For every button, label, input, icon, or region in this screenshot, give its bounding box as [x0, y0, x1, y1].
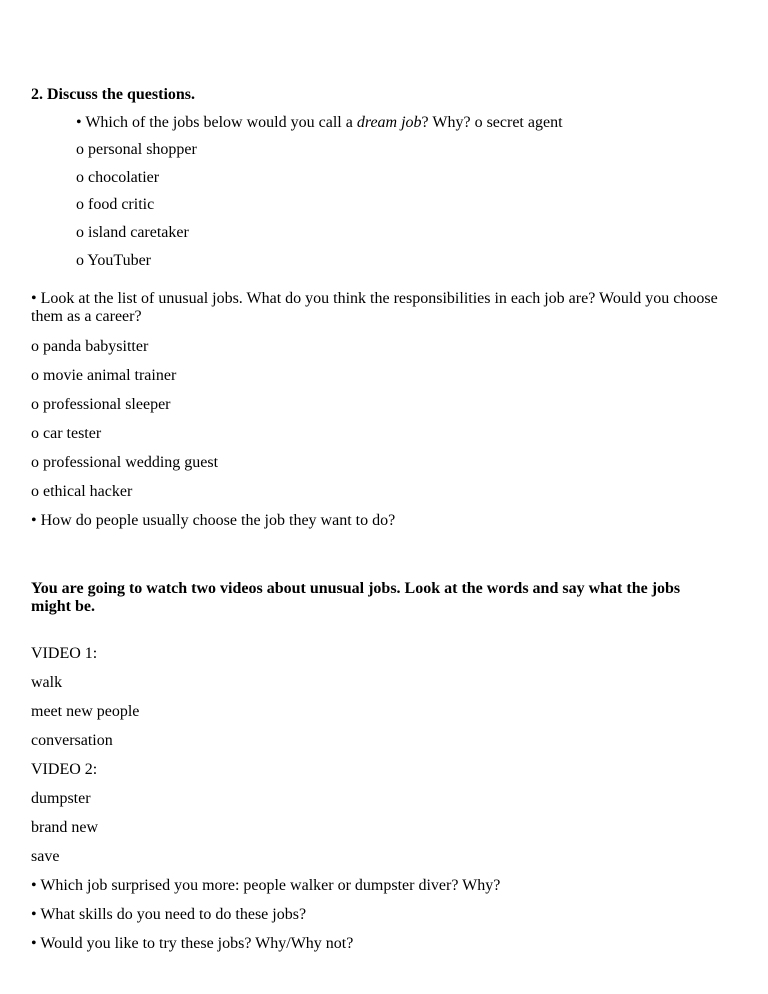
list-item: o personal shopper: [76, 141, 197, 158]
question-dream-job: [76, 114, 563, 132]
followup-question: • What skills do you need to do these jobs?: [31, 906, 307, 923]
video-instructions: You are going to watch two videos about unusual jobs. Look at the words and say what the jobs might be.: [31, 580, 681, 615]
word-item: walk: [31, 674, 63, 691]
question-choose-job: • How do people usually choose the job they want to do?: [31, 512, 396, 529]
word-item: dumpster: [31, 790, 91, 807]
question-text-end: ? Why? o secret agent: [421, 114, 563, 131]
followup-question: • Which job surprised you more: people walker or dumpster diver? Why?: [31, 877, 501, 894]
list-item: o food critic: [76, 196, 155, 213]
video-2-label: VIDEO 2:: [31, 761, 98, 778]
list-item: o professional wedding guest: [31, 454, 219, 471]
list-item: o movie animal trainer: [31, 367, 177, 384]
followup-question: • Would you like to try these jobs? Why/Why not?: [31, 935, 354, 952]
list-item: o professional sleeper: [31, 396, 171, 413]
list-item: o car tester: [31, 425, 102, 442]
word-item: conversation: [31, 732, 113, 749]
list-item: o YouTuber: [76, 252, 151, 269]
word-item: save: [31, 848, 60, 865]
list-item: o chocolatier: [76, 169, 160, 186]
question-text: • Which of the jobs below would you call a: [76, 114, 357, 131]
video-1-label: VIDEO 1:: [31, 645, 98, 662]
list-item: o island caretaker: [76, 224, 189, 241]
word-item: meet new people: [31, 703, 140, 720]
dream-job-emphasis: dream job: [356, 114, 422, 131]
question-unusual-jobs: • Look at the list of unusual jobs. What do you think the responsibilities in each job are? Would you choose them as a career?: [31, 290, 718, 325]
list-item: o ethical hacker: [31, 483, 133, 500]
word-item: brand new: [31, 819, 99, 836]
section-heading: 2. Discuss the questions.: [31, 86, 196, 103]
list-item: o panda babysitter: [31, 338, 149, 355]
